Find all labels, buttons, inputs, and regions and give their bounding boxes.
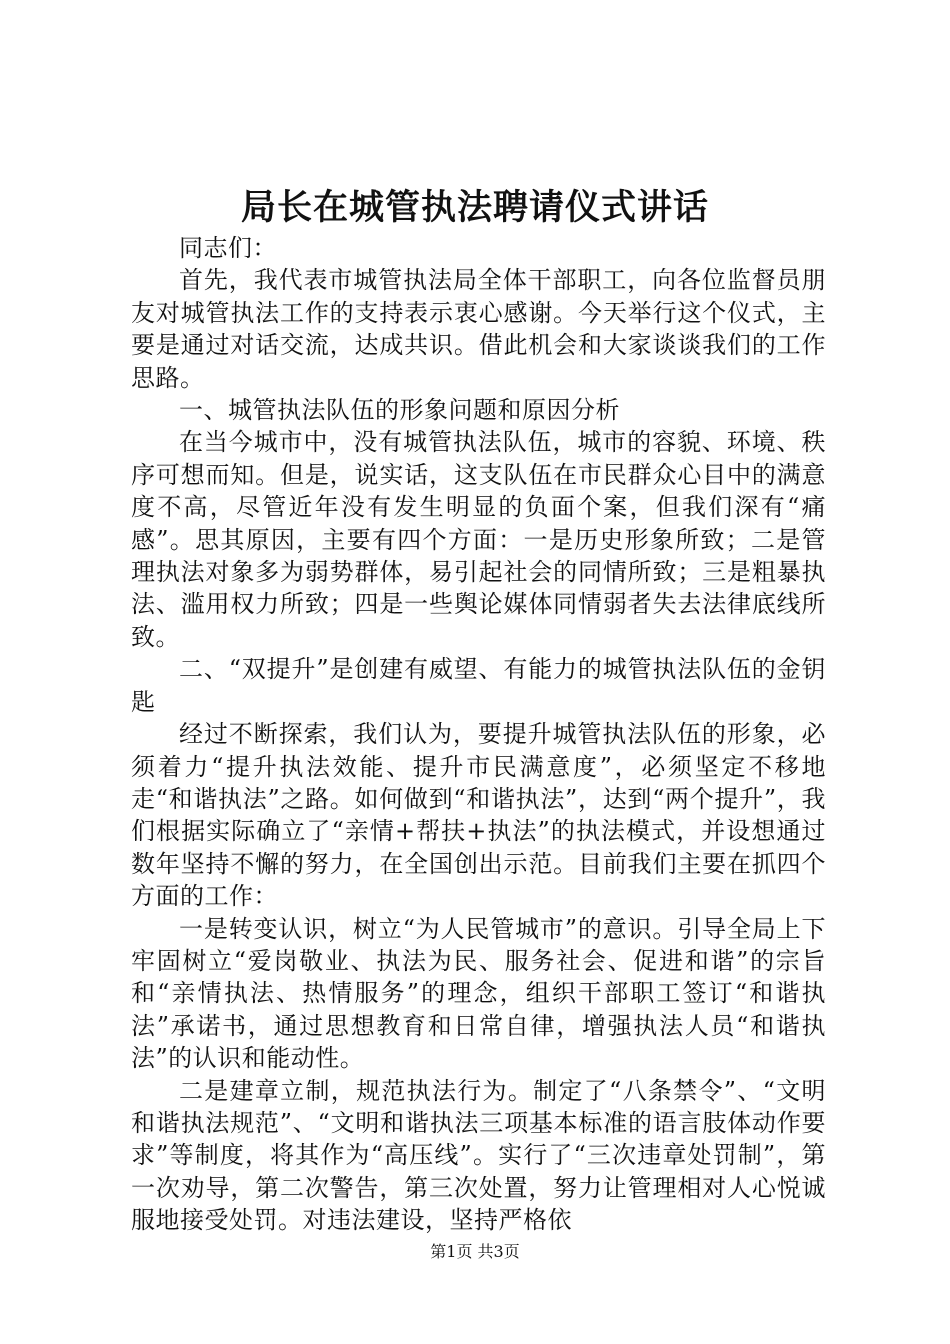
paragraph-salutation: 同志们： — [179, 234, 277, 262]
paragraph-analysis: 在当今城市中，没有城管执法队伍，城市的容貌、环境、秩序可想而知。但是，说实话，这支队伍在市民群众心目中的满意度不高，尽管近年没有发生明显的负面个案，但我们深有“痛感”。思其原因，主要有四个方面：一是历史形象所致；二是管理执法对象多为弱势群体，易引起社会的同情所致；三是粗暴执法、滥用权力所致；四是一些舆论媒体同情弱者失去法律底线所致。 — [131, 428, 826, 651]
paragraph-point-2: 二是建章立制，规范执法行为。制定了“八条禁令”、“文明和谐执法规范”、“文明和谐执法三项基本标准的语言肢体动作要求”等制度，将其作为“高压线”。实行了“三次违章处罚制”，第一次劝导，第二次警告，第三次处置，努力让管理相对人心悦诚服地接受处罚。对违法建设，坚持严格依 — [131, 1076, 826, 1235]
document-title: 局长在城管执法聘请仪式讲话 — [240, 188, 709, 228]
paragraph-point-1: 一是转变认识，树立“为人民管城市”的意识。引导全局上下牢固树立“爱岗敬业、执法为民、服务社会、促进和谐”的宗旨和“亲情执法、热情服务”的理念，组织干部职工签订“和谐执法”承诺书，通过思想教育和日常自律，增强执法人员“和谐执法”的认识和能动性。 — [131, 914, 826, 1073]
page-footer: 第1页 共3页 — [430, 1242, 520, 1261]
paragraph-exploration: 经过不断探索，我们认为，要提升城管执法队伍的形象，必须着力“提升执法效能、提升市民满意度”，必须坚定不移地走“和谐执法”之路。如何做到“和谐执法”，达到“两个提升”，我们根据实际确立了“亲情+帮扶+执法”的执法模式，并设想通过数年坚持不懈的努力，在全国创出示范。目前我们主要在抓四个方面的工作： — [131, 720, 826, 911]
paragraph-opening: 首先，我代表市城管执法局全体干部职工，向各位监督员朋友对城管执法工作的支持表示衷心感谢。今天举行这个仪式，主要是通过对话交流，达成共识。借此机会和大家谈谈我们的工作思路。 — [131, 266, 826, 392]
document-body — [131, 232, 826, 1237]
section-heading-2: 二、“双提升”是创建有威望、有能力的城管执法队伍的金钥匙 — [131, 655, 826, 716]
section-heading-1: 一、城管执法队伍的形象问题和原因分析 — [179, 396, 620, 425]
